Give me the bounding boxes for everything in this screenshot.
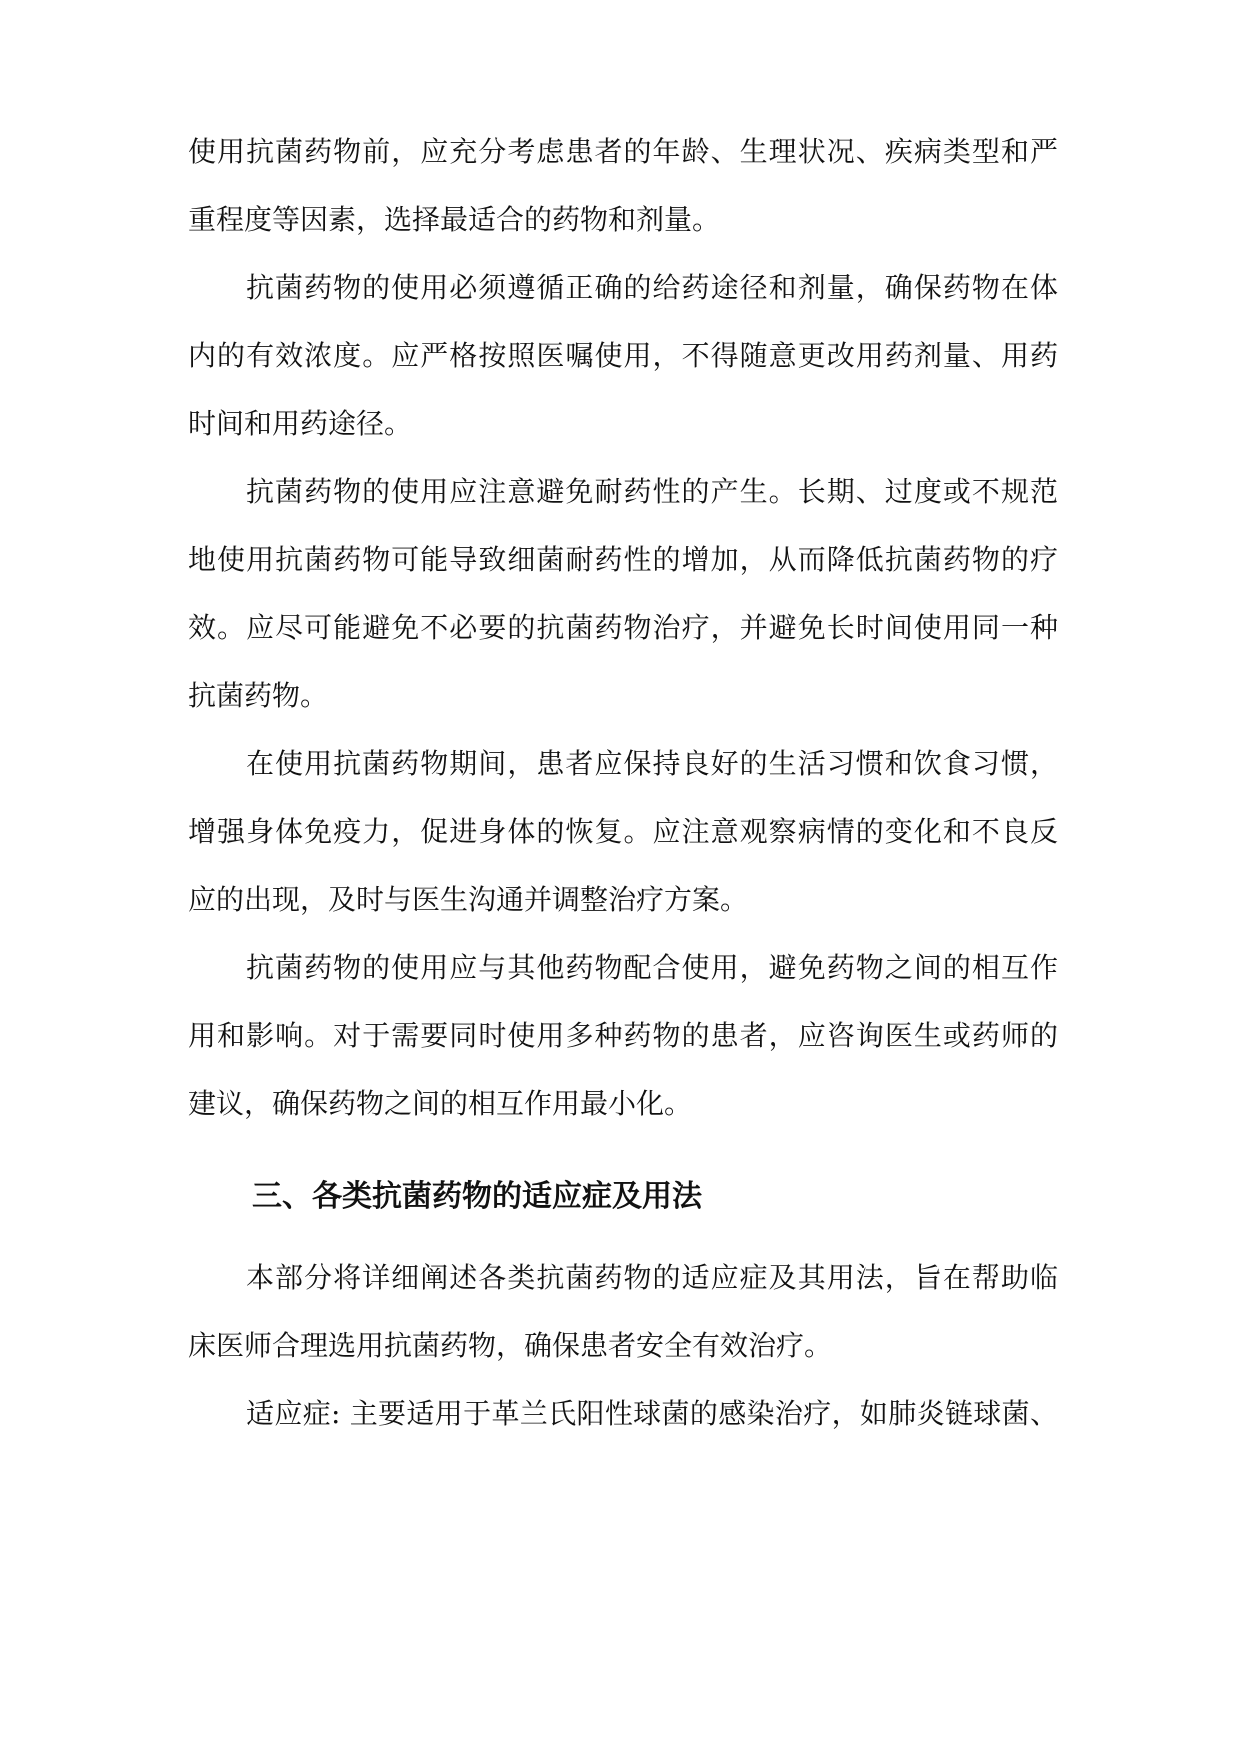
text-line: 抗菌药物的使用必须遵循正确的给药途径和剂量，确保药物在体 <box>246 271 1058 304</box>
text-line: 时间和用药途径。 <box>188 407 413 440</box>
text-line: 床医师合理选用抗菌药物，确保患者安全有效治疗。 <box>188 1329 833 1362</box>
text-line: 在使用抗菌药物期间，患者应保持良好的生活习惯和饮食习惯， <box>246 747 1058 780</box>
text-line: 内的有效浓度。应严格按照医嘱使用，不得随意更改用药剂量、用药 <box>188 339 1058 372</box>
text-line: 效。应尽可能避免不必要的抗菌药物治疗，并避免长时间使用同一种 <box>188 611 1058 644</box>
text-line: 抗菌药物的使用应注意避免耐药性的产生。长期、过度或不规范 <box>246 475 1058 508</box>
section-heading: 三、各类抗菌药物的适应症及用法 <box>252 1179 702 1214</box>
text-line: 应的出现，及时与医生沟通并调整治疗方案。 <box>188 883 749 916</box>
text-line: 使用抗菌药物前，应充分考虑患者的年龄、生理状况、疾病类型和严 <box>188 135 1058 168</box>
text-line: 建议，确保药物之间的相互作用最小化。 <box>188 1087 693 1120</box>
text-line: 抗菌药物的使用应与其他药物配合使用，避免药物之间的相互作 <box>246 951 1058 984</box>
text-line: 适应症: 主要适用于革兰氏阳性球菌的感染治疗，如肺炎链球菌、 <box>246 1397 1058 1430</box>
text-line: 抗菌药物。 <box>188 679 329 712</box>
text-line: 本部分将详细阐述各类抗菌药物的适应症及其用法，旨在帮助临 <box>246 1261 1058 1294</box>
text-line: 用和影响。对于需要同时使用多种药物的患者，应咨询医生或药师的 <box>188 1019 1058 1052</box>
text-line: 地使用抗菌药物可能导致细菌耐药性的增加，从而降低抗菌药物的疗 <box>188 543 1058 576</box>
text-line: 重程度等因素，选择最适合的药物和剂量。 <box>188 203 721 236</box>
text-line: 增强身体免疫力，促进身体的恢复。应注意观察病情的变化和不良反 <box>188 815 1058 848</box>
